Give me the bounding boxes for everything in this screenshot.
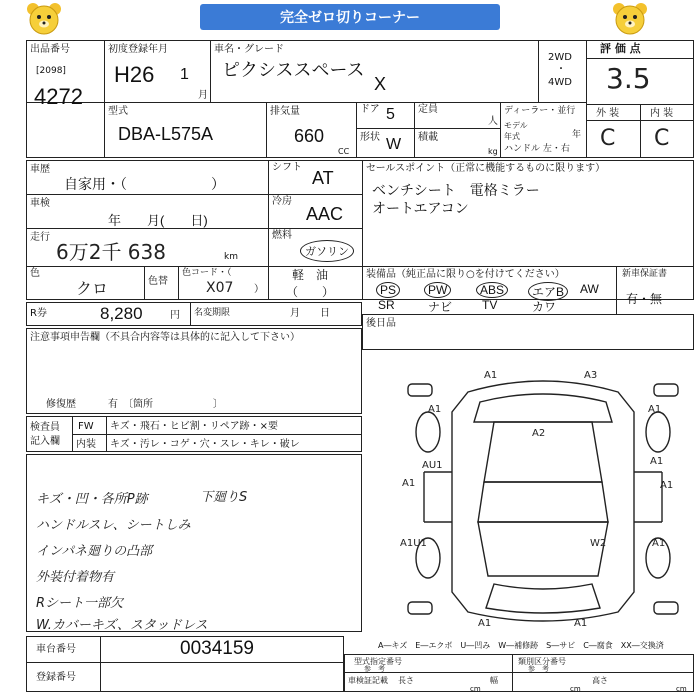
length-label: 長さ	[398, 676, 414, 685]
handwritten-note-3: インパネ廻りの凸部	[36, 544, 153, 559]
year-unit: 年	[572, 130, 582, 140]
diagram-legend: A―キズ E―エクボ U―凹み W―補修跡 S―サビ C―腐食 XX―交換済	[378, 641, 664, 650]
fuel-diesel: 軽 油	[292, 268, 329, 282]
equip-airbag: エアB	[528, 282, 568, 301]
mileage: 6万2千 638	[56, 240, 166, 264]
certified-sub: 参 考	[364, 665, 385, 673]
door-label: ドア	[360, 104, 380, 115]
fw-line: キズ・飛石・ヒビ割・リペア跡・×要	[110, 421, 278, 432]
equip-ps: PS	[376, 282, 400, 298]
chassis-label: 車台番号	[36, 644, 76, 655]
mileage-label: 走行	[30, 232, 50, 243]
damage-mark: A2	[532, 428, 546, 439]
bear-mascot-left-icon	[26, 2, 62, 36]
equip-leather: カワ	[532, 300, 557, 314]
height-label: 高さ	[592, 676, 608, 685]
handwritten-under: 下廻りS	[200, 490, 248, 505]
history-label: 車歴	[30, 164, 50, 175]
handwritten-note-5: Rシート一部欠	[36, 596, 124, 611]
certified-label: 型式指定番号	[354, 657, 402, 666]
int-grade: C	[654, 126, 670, 151]
drive-dot: ・	[556, 64, 566, 75]
repair-value: 有 〔箇所 〕	[108, 399, 223, 410]
damage-mark: AU1	[422, 460, 443, 471]
lot-small: [2098]	[36, 66, 66, 76]
shift-label: シフト	[272, 162, 302, 173]
ac: AAC	[306, 204, 344, 224]
inspector-label-1: 検査員	[30, 422, 60, 433]
equip-sr: SR	[378, 298, 395, 312]
width-label: 幅	[490, 676, 498, 685]
damage-mark: A1	[660, 480, 674, 491]
color: クロ	[76, 279, 109, 298]
repair-label: 修復歴	[46, 399, 76, 410]
name-change-value: 月 日	[290, 308, 330, 319]
damage-mark: A1U1	[400, 538, 427, 549]
capacity-label: 定員	[418, 104, 438, 115]
car-diagram	[398, 362, 688, 632]
interior-line: キズ・汚レ・コゲ・穴・スレ・キレ・破レ	[110, 439, 300, 450]
drive-2wd: 2WD	[548, 52, 572, 63]
model-label: 型式	[108, 106, 128, 117]
inspection-value: 年 月( 日)	[108, 213, 208, 228]
fuel-other: （ ）	[286, 285, 335, 299]
handwritten-note-1: キズ・凹・各所P跡	[36, 492, 148, 507]
ext-grade: C	[600, 126, 616, 151]
ac-label: 冷房	[272, 196, 292, 207]
warranty-value: 有・無	[626, 292, 663, 306]
recycle-yen: 円	[170, 310, 180, 321]
category-sub: 参 考	[528, 665, 549, 673]
km-unit: km	[224, 252, 238, 262]
new-warranty-label: 新車保証書	[622, 269, 668, 279]
shift: AT	[312, 168, 334, 188]
cc-unit: CC	[338, 147, 350, 156]
capacity-unit: 人	[488, 116, 498, 127]
lot-number: 4272	[34, 84, 83, 109]
equip-abs: ABS	[476, 282, 508, 298]
recycle-label: R券	[30, 308, 47, 319]
lot-label: 出品番号	[30, 44, 70, 55]
fw-label: FW	[78, 421, 94, 432]
load-unit: kg	[488, 147, 498, 156]
doors: 5	[386, 106, 395, 123]
damage-mark: A1	[652, 538, 666, 549]
fuel-gas: ガソリン	[300, 240, 354, 262]
dims-label: 車検証記載	[348, 676, 388, 685]
equip-navi: ナビ	[428, 300, 453, 314]
coldiff-label: 色替	[148, 276, 168, 287]
fuel-label: 燃料	[272, 230, 292, 241]
ext-label: 外 装	[596, 108, 620, 119]
category-label: 類別区分番号	[518, 657, 566, 666]
cc: 660	[294, 126, 325, 146]
cm-unit: cm	[676, 685, 687, 693]
handwritten-note-4: 外装付着物有	[36, 570, 115, 585]
rear-item-box	[362, 314, 694, 350]
damage-mark: A1	[428, 404, 442, 415]
month-unit: 月	[198, 90, 208, 101]
car-name: ピクシススペース	[222, 60, 365, 80]
damage-mark: A1	[484, 370, 498, 381]
damage-mark: A3	[584, 370, 598, 381]
bear-mascot-right-icon	[612, 2, 648, 36]
inspector-label-2: 記入欄	[30, 436, 60, 447]
shape: W	[386, 136, 402, 153]
damage-mark: A1	[650, 456, 664, 467]
shape-label: 形状	[360, 132, 380, 143]
sales-point-line1: ベンチシート 電格ミラー	[372, 182, 540, 198]
damage-mark: W2	[590, 538, 607, 549]
interior-label: 内装	[76, 439, 96, 450]
cm-unit: cm	[470, 685, 481, 693]
equipment-label: 装備品（純正品に限り○を付けてください）	[366, 269, 565, 280]
name-label: 車名・グレード	[214, 44, 284, 55]
handwritten-note-6: W.カバーキズ、スタッドレス	[36, 618, 208, 633]
model: DBA-L575A	[118, 124, 214, 144]
sales-point-label: セールスポイント（正常に機能するものに限ります）	[366, 163, 606, 174]
name-change-label: 名変期限	[194, 308, 231, 318]
banner-title: 完全ゼロ切りコーナー	[200, 4, 500, 30]
chassis-number: 0034159	[180, 638, 254, 659]
damage-mark: A1	[402, 478, 416, 489]
colorcode-close: ）	[254, 284, 264, 295]
cm-unit: cm	[570, 685, 581, 693]
equip-tv: TV	[482, 298, 498, 312]
notes-label: 注意事項申告欄（不具合内容等は具体的に記入して下さい）	[30, 332, 300, 343]
colorcode: X07	[206, 280, 234, 296]
color-label: 色	[30, 268, 40, 279]
reg-label: 登録番号	[36, 672, 76, 683]
int-label: 内 装	[650, 108, 674, 119]
dealer-label: ディーラー・並行	[504, 106, 576, 116]
drive-4wd: 4WD	[548, 77, 572, 88]
rear-item-label: 後日品	[366, 318, 396, 329]
first-reg-label: 初度登録年月	[108, 44, 168, 55]
damage-mark: A1	[648, 404, 662, 415]
month-num: 1	[180, 66, 189, 83]
model-year-label: モデル年式	[504, 121, 528, 141]
damage-mark: A1	[574, 618, 588, 629]
colorcode-label: 色コード・（	[182, 268, 232, 278]
recycle-amount: 8,280	[100, 304, 143, 323]
handwritten-note-2: ハンドルスレ、シートしみ	[36, 518, 191, 533]
equip-aw: AW	[580, 282, 599, 296]
damage-mark: A1	[478, 618, 492, 629]
usage: 自家用・（ ）	[64, 176, 225, 192]
cc-label: 排気量	[270, 106, 300, 117]
score-label: 評 価 点	[600, 42, 641, 55]
handle-label: ハンドル 左・右	[504, 144, 570, 154]
era: H26	[114, 62, 155, 87]
grade: X	[374, 74, 387, 94]
score: 3.5	[606, 62, 651, 95]
load-label: 積載	[418, 132, 438, 143]
equip-pw: PW	[424, 282, 451, 298]
inspection-label: 車検	[30, 198, 50, 209]
sales-point-line2: オートエアコン	[372, 200, 469, 216]
